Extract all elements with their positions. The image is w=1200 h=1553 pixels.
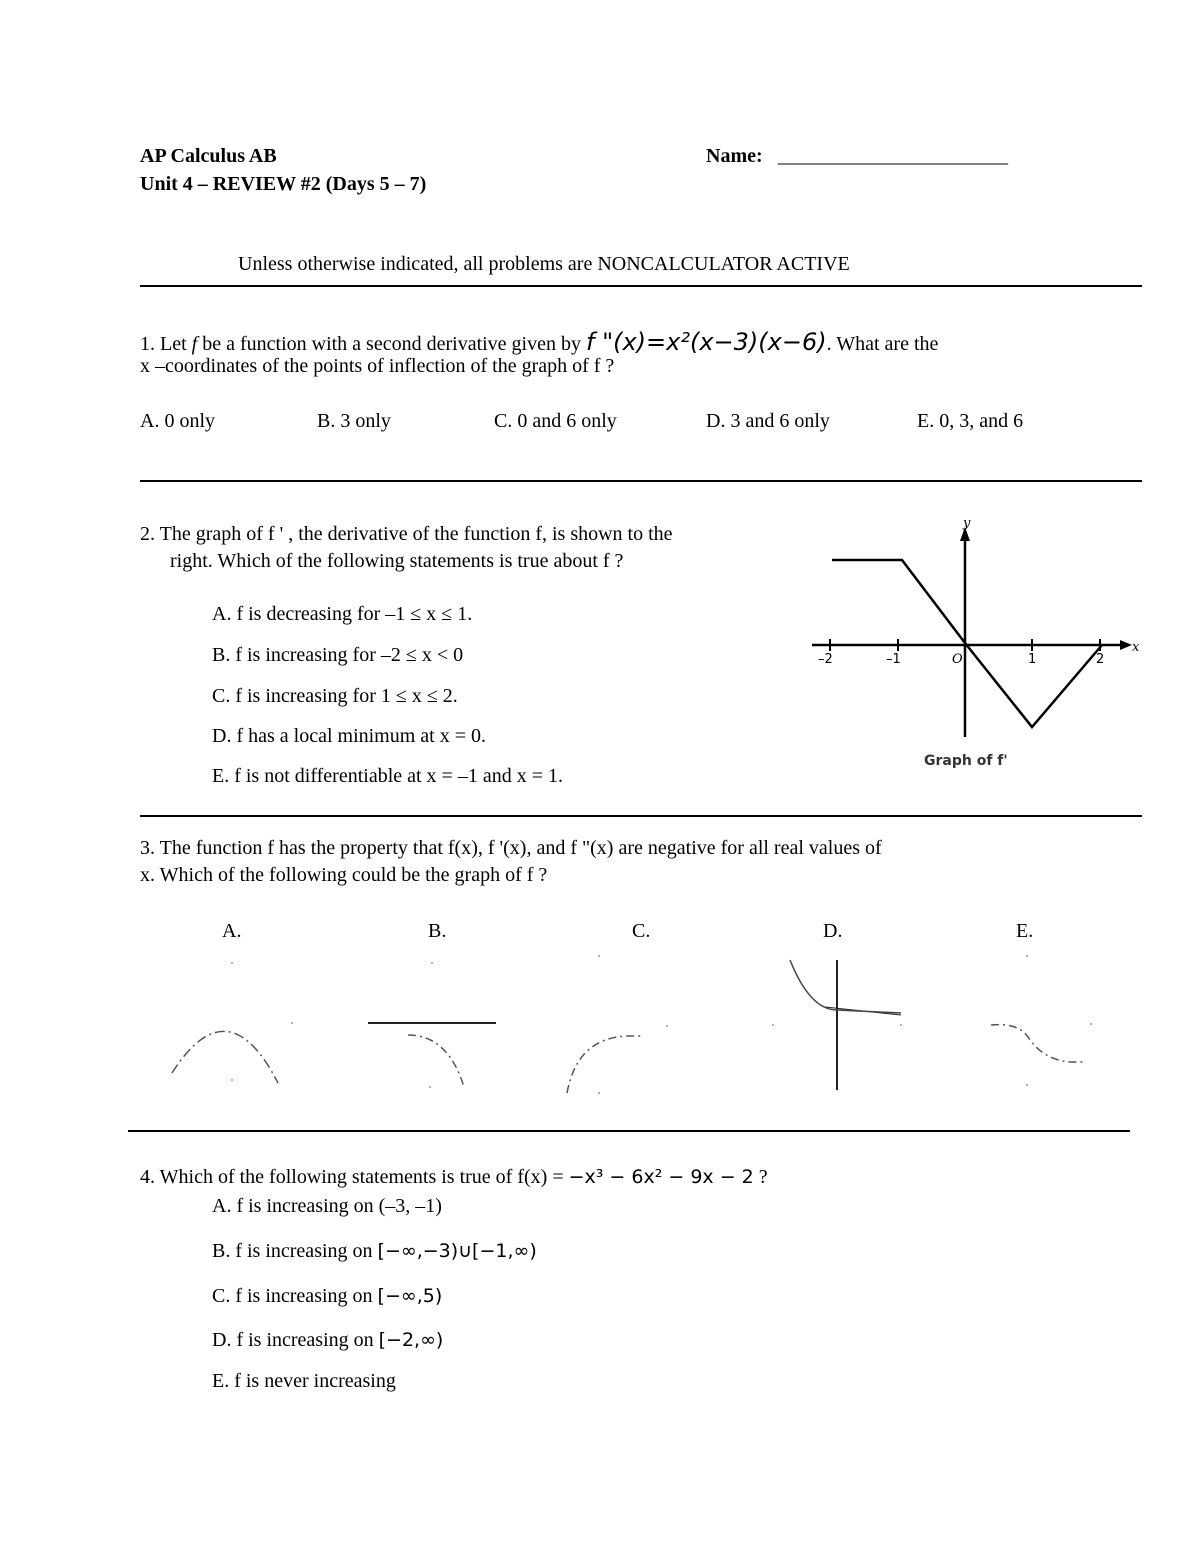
q1-choice-a[interactable]: A. 0 only [140,410,215,432]
q3-option-a-label[interactable]: A. [222,920,242,942]
q4-choice-b-text: B. f is increasing on [212,1240,373,1262]
q4-choice-a[interactable]: A. f is increasing on (–3, –1) [212,1195,442,1217]
course-title: AP Calculus AB [140,145,277,167]
unit-title: Unit 4 – REVIEW #2 (Days 5 – 7) [140,173,427,195]
faint-mark [1026,1084,1028,1086]
q1-line2: x –coordinates of the points of inflection of the graph of f ? [140,355,615,377]
q3-graph-a[interactable] [160,955,310,1095]
q4-choice-c-text: C. f is increasing on [212,1285,373,1307]
curve [991,1025,1085,1062]
faint-mark [666,1025,668,1027]
q3-option-d-label[interactable]: D. [823,920,843,942]
q3-option-b-label[interactable]: B. [428,920,447,942]
q4-prefix: 4. Which of the following statements is true of f(x) = [140,1166,569,1188]
q3-graph-c[interactable] [555,948,705,1098]
q4-suffix: ? [753,1166,768,1188]
q2-choice-a[interactable]: A. f is decreasing for –1 ≤ x ≤ 1. [212,603,473,625]
q4-choice-c-interval: [−∞,5) [377,1285,443,1307]
q1-formula: f "(x)=x²(x−3)(x−6) [586,328,827,356]
q3-option-c-label[interactable]: C. [632,920,651,942]
q1-line1 [140,328,938,356]
tick-label-1: 1 [1028,652,1037,667]
divider [140,480,1142,482]
q1-choice-e[interactable]: E. 0, 3, and 6 [917,410,1024,432]
q2-line2: right. Which of the following statements is true about f ? [170,550,624,572]
faint-mark [231,962,233,964]
faint-mark [291,1022,293,1024]
q2-choice-d[interactable]: D. f has a local minimum at x = 0. [212,725,487,747]
tick-label-neg1: –1 [886,652,901,667]
q3-line2: x. Which of the following could be the graph of f ? [140,864,548,886]
q2-choice-b[interactable]: B. f is increasing for –2 ≤ x < 0 [212,644,464,666]
x-axis-label: x [1132,640,1140,655]
f-prime-curve [832,560,1105,727]
q1-prefix: 1. Let [140,333,192,355]
q3-line1: 3. The function f has the property that f(x), f '(x), and f "(x) are negative for all real values of [140,837,882,859]
curve [567,1036,643,1093]
x-axis-arrow [1120,640,1132,650]
q4-choice-b-interval: [−∞,−3)∪[−1,∞) [377,1240,537,1262]
q3-graph-b[interactable] [360,955,510,1095]
faint-mark [900,1024,902,1026]
q4-choice-c[interactable] [212,1285,442,1308]
name-label: Name: [706,145,763,167]
q4-choice-b[interactable] [212,1240,537,1263]
curve [790,960,901,1013]
q2-choice-c[interactable]: C. f is increasing for 1 ≤ x ≤ 2. [212,685,458,707]
q4-formula: −x³ − 6x² − 9x − 2 [568,1166,754,1188]
divider [128,1130,1130,1132]
q4-line1 [140,1166,768,1189]
divider [140,815,1142,817]
faint-mark [598,1092,600,1094]
faint-mark [598,955,600,957]
q3-graph-e[interactable] [975,950,1125,1090]
q4-choice-d-text: D. f is increasing on [212,1329,374,1351]
q1-f: f [191,333,198,355]
q1-choice-c[interactable]: C. 0 and 6 only [494,410,617,432]
derivative-graph [810,515,1150,775]
faint-mark [431,962,433,964]
q4-choice-d[interactable] [212,1329,443,1352]
curve [408,1035,464,1087]
q2-line1: 2. The graph of f ' , the derivative of the function f, is shown to the [140,523,673,545]
q1-mid: be a function with a second derivative given by [197,333,586,355]
faint-mark [1090,1023,1092,1025]
instructions: Unless otherwise indicated, all problems are NONCALCULATOR ACTIVE [238,253,850,275]
name-blank[interactable]: _______________________ [778,145,1008,167]
q2-choice-e[interactable]: E. f is not differentiable at x = –1 and x = 1. [212,765,563,787]
q1-choice-b[interactable]: B. 3 only [317,410,391,432]
faint-mark [231,1079,233,1081]
faint-mark [429,1086,431,1088]
tick-label-neg2: –2 [818,652,833,667]
q4-choice-e[interactable]: E. f is never increasing [212,1370,396,1392]
tick-label-2: 2 [1096,652,1105,667]
faint-mark [772,1024,774,1026]
q1-suffix: . What are the [826,333,939,355]
curve [172,1031,278,1083]
q3-graph-d[interactable] [765,955,915,1105]
q3-option-e-label[interactable]: E. [1016,920,1034,942]
q4-choice-d-interval: [−2,∞) [378,1329,444,1351]
tick-label-origin: O [952,652,963,667]
faint-mark [1026,955,1028,957]
y-axis-label: y [963,516,971,531]
graph-caption: Graph of f' [924,753,1008,769]
divider [140,285,1142,287]
q1-choice-d[interactable]: D. 3 and 6 only [706,410,830,432]
